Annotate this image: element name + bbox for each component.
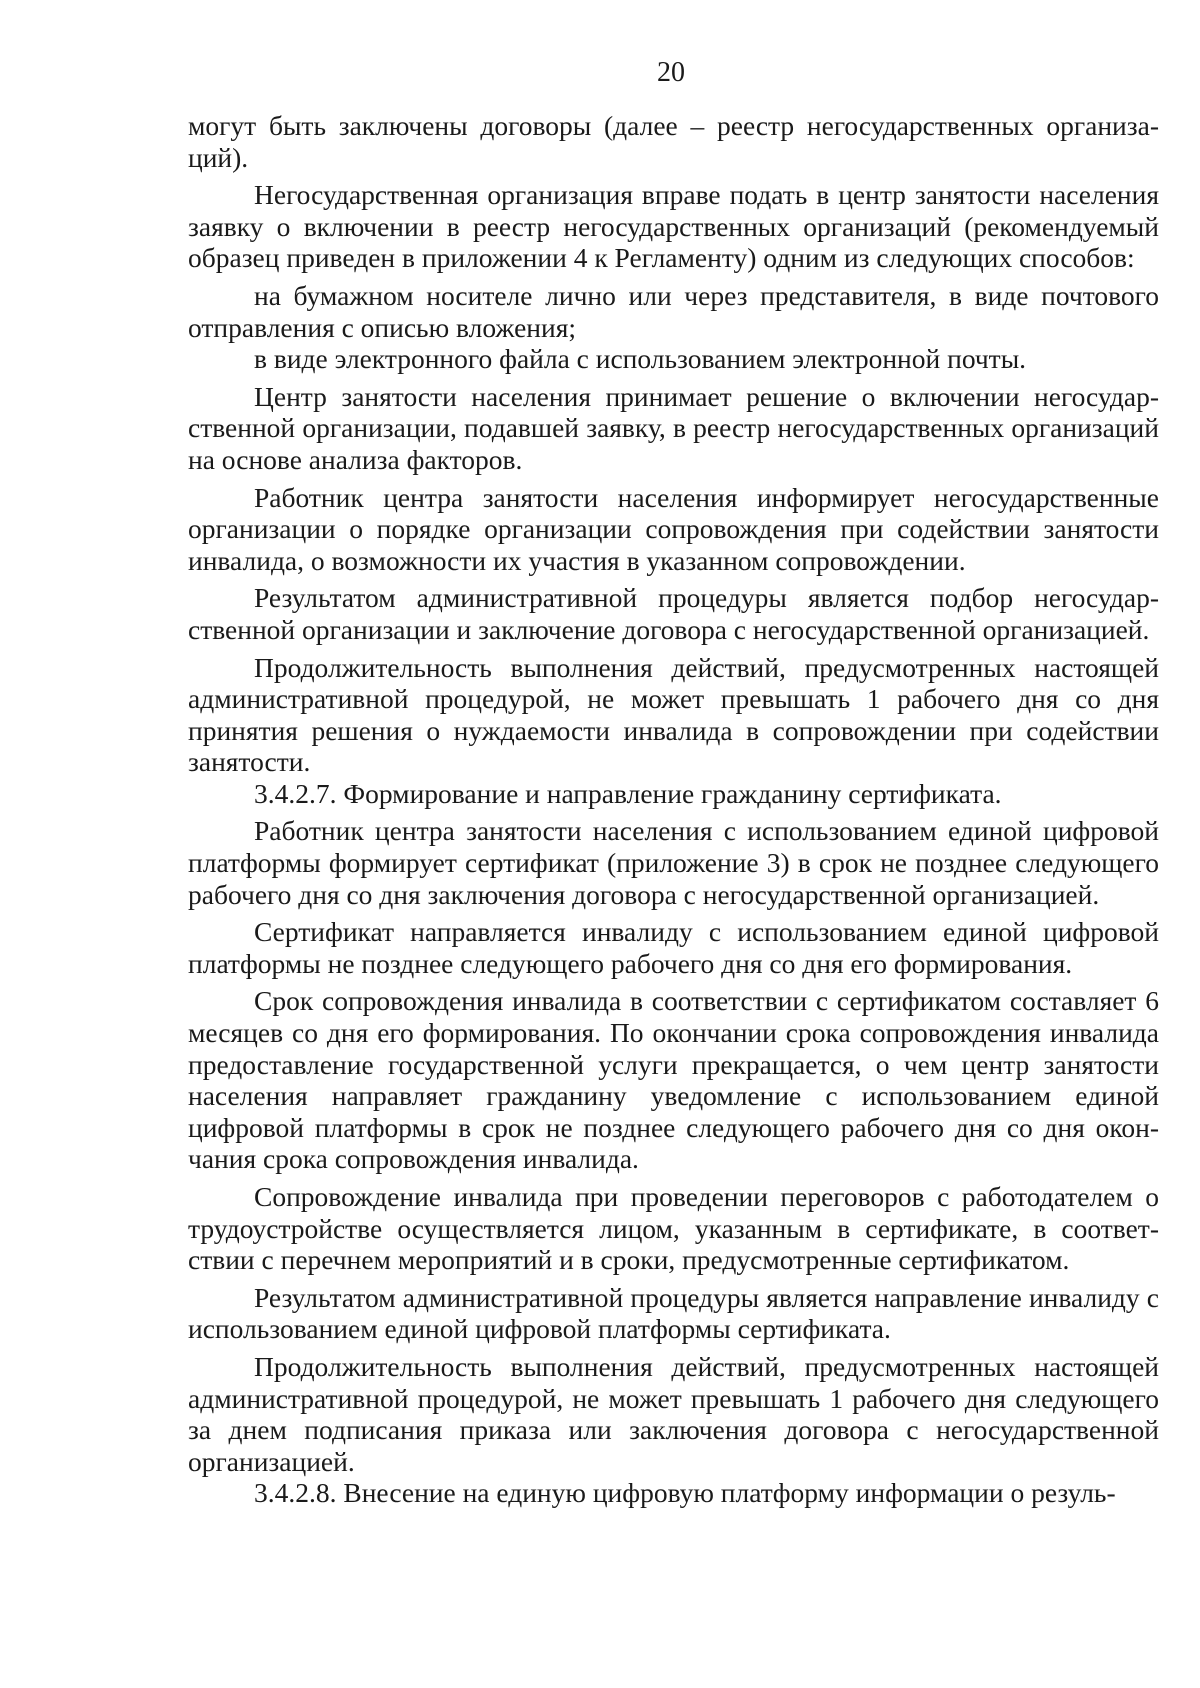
page-number: 20 bbox=[657, 57, 685, 88]
paragraph-application-submission: Негосударственная организация вправе подать в центр занятости населения заявку о включении в реестр негосударственных организаций (рекомендуемый образец приведен в приложении 4 к Регламенту) одним из следующих способов: bbox=[188, 179, 1159, 274]
paragraph-duration-certificate: Продолжительность выполнения действий, предусмотренных настоящей административной процедурой, не может превышать 1 рабочего дня следующего за днем подписания приказа или заключения договора с негосударственной организацией. bbox=[188, 1350, 1159, 1477]
paragraph-certificate-forming: Работник центра занятости населения с использованием единой цифровой платформы формирует сертификат (приложение 3) в срок не позднее следующего рабочего дня со дня заключения договора с негосударственной организацией. bbox=[188, 815, 1159, 910]
paragraph-registry-decision: Центр занятости населения принимает решение о включении негосударственной организации, подавшей заявку, в реестр негосударственных организаций на основе анализа факторов. bbox=[188, 380, 1159, 475]
paragraph-continuation: могут быть заключены договоры (далее – реестр негосударственных организаций). bbox=[188, 110, 1159, 173]
paragraph-support-negotiations: Сопровождение инвалида при проведении переговоров с работодателем о трудоустройстве осуществляется лицом, указанным в сертификате, в соответствии с перечнем мероприятий и в сроки, предусмотренные сертификатом. bbox=[188, 1181, 1159, 1276]
section-heading-3-4-2-7: 3.4.2.7. Формирование и направление гражданину сертификата. bbox=[254, 777, 1002, 809]
section-heading-3-4-2-8: 3.4.2.8. Внесение на единую цифровую платформу информации о резуль- bbox=[254, 1477, 1116, 1509]
paragraph-certificate-sending: Сертификат направляется инвалиду с использованием единой цифровой платформы не позднее следующего рабочего дня со дня его формирования. bbox=[188, 916, 1159, 979]
paragraph-duration: Продолжительность выполнения действий, предусмотренных настоящей административной процедурой, не может превышать 1 рабочего дня со дня принятия решения о нуждаемости инвалида в сопровождении при содействии занятости. bbox=[188, 651, 1159, 778]
paragraph-procedure-result: Результатом административной процедуры является подбор негосударственной организации и заключение договора с негосударственной организацией. bbox=[188, 582, 1159, 645]
document-body bbox=[188, 110, 1159, 1509]
paragraph-electronic-method: в виде электронного файла с использованием электронной почты. bbox=[254, 343, 1027, 375]
paragraph-support-term: Срок сопровождения инвалида в соответствии с сертификатом составляет 6 месяцев со дня его формирования. По окончании срока сопровождения инвалида предоставление государственной услуги прекращается, о чем центр занятости населения направляет гражданину уведомление с использованием единой цифровой платформы в срок не позднее следующего рабочего дня со дня окончания срока сопровождения инвалида. bbox=[188, 985, 1159, 1175]
paragraph-procedure-result-certificate: Результатом административной процедуры является направление инвалиду с использованием единой цифровой платформы сертификата. bbox=[188, 1281, 1159, 1345]
paragraph-paper-method: на бумажном носителе лично или через представителя, в виде почтового отправления с описью вложения; bbox=[188, 279, 1159, 343]
paragraph-informing: Работник центра занятости населения информирует негосударственные организации о порядке организации сопровождения при содействии занятости инвалида, о возможности их участия в указанном сопровождении. bbox=[188, 481, 1159, 576]
